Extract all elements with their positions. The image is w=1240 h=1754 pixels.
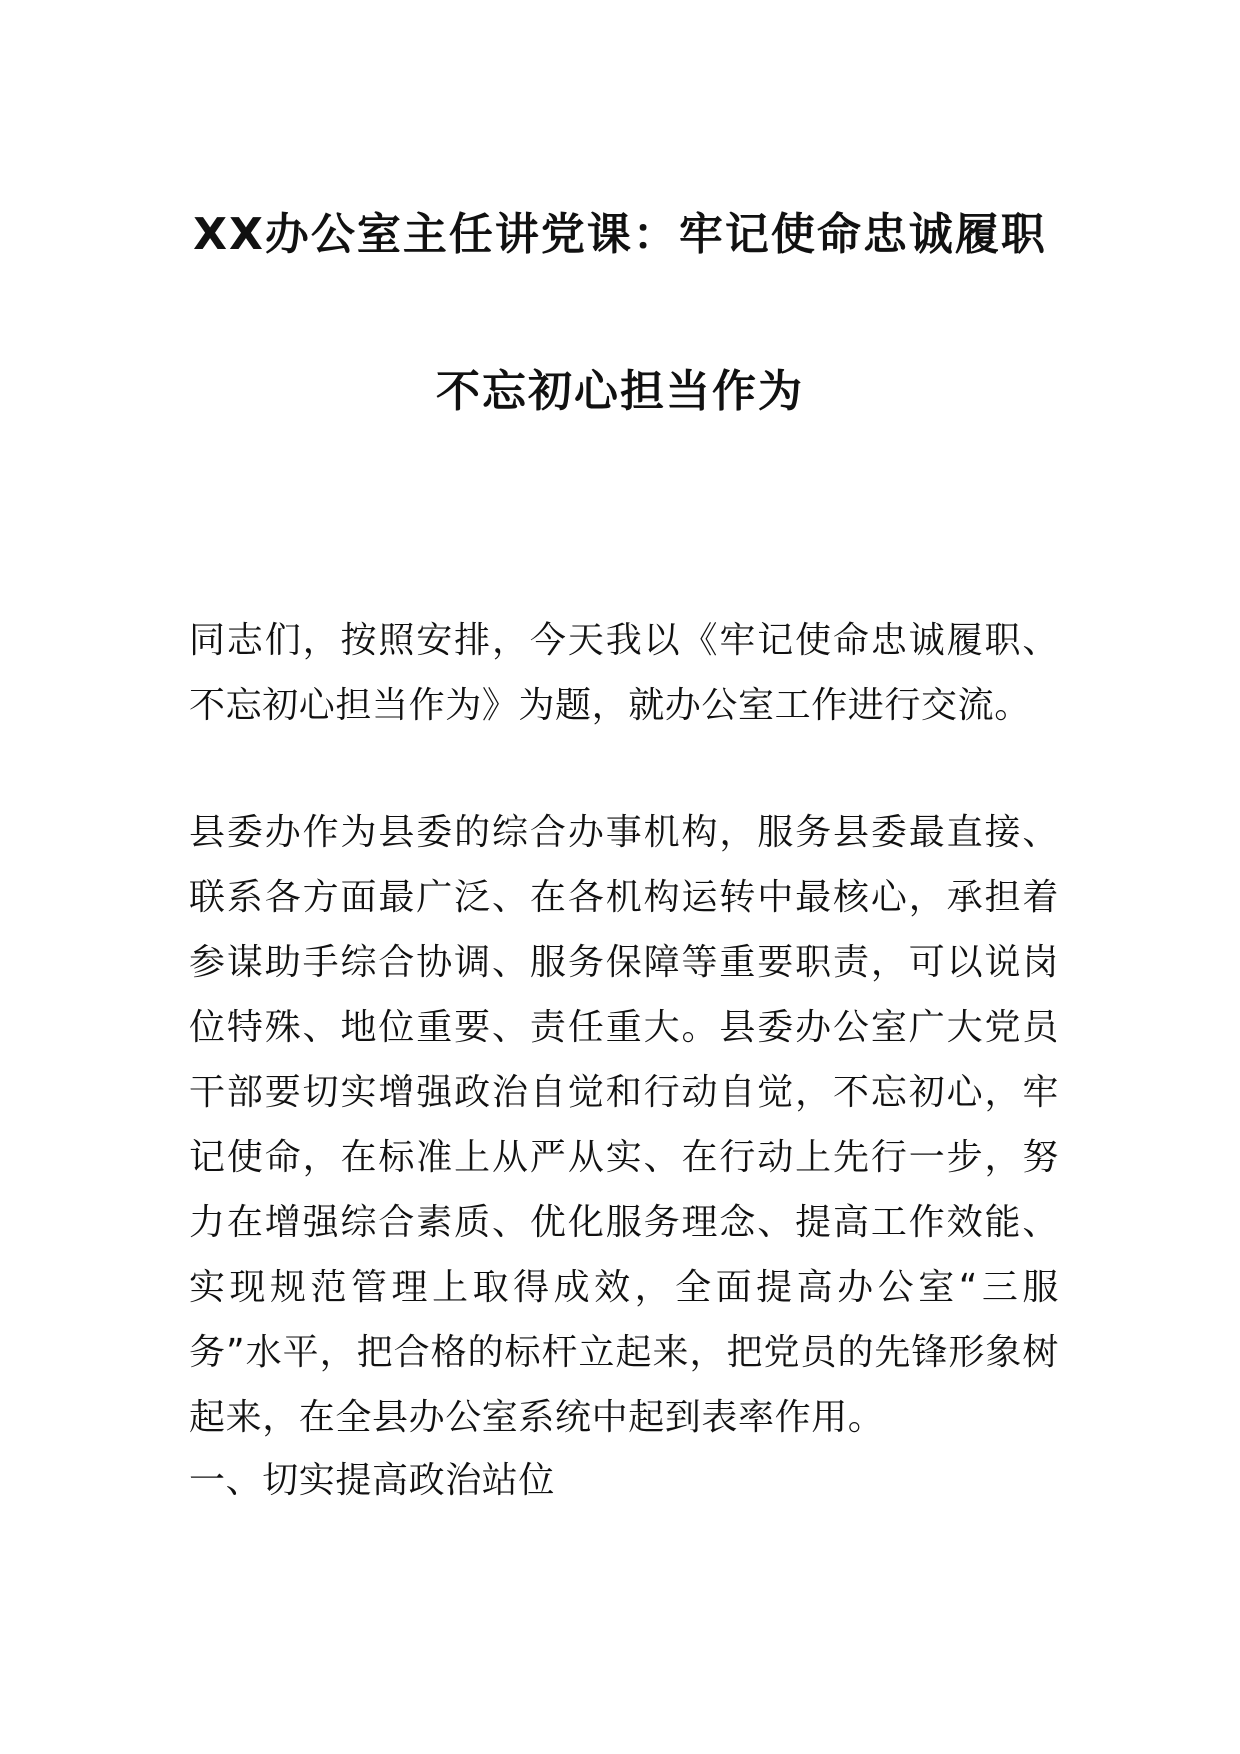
section-heading: 一、切实提高政治站位 [189,1460,556,1501]
paragraph-main: 县委办作为县委的综合办事机构，服务县委最直接、联系各方面最广泛、在各机构运转中最核心，承担着参谋助手综合协调、服务保障等重要职责，可以说岗位特殊、地位重要、责任重大。县委办公室广大党员干部要切实增强政治自觉和行动自觉，不忘初心，牢记使命，在标准上从严从实、在行动上先行一步，努力在增强综合素质、优化服务理念、提高工作效能、实现规范管理上取得成效，全面提高办公室“三服务”水平，把合格的标杆立起来，把党员的先锋形象树起来，在全县办公室系统中起到表率作用。 [189,812,1059,1438]
document-title-line-1: XX办公室主任讲党课：牢记使命忠诚履职 [193,209,1047,260]
document-title-line-2: 不忘初心担当作为 [436,366,804,417]
paragraph-opening: 同志们，按照安排，今天我以《牢记使命忠诚履职、不忘初心担当作为》为题，就办公室工作进行交流。 [189,620,1059,726]
